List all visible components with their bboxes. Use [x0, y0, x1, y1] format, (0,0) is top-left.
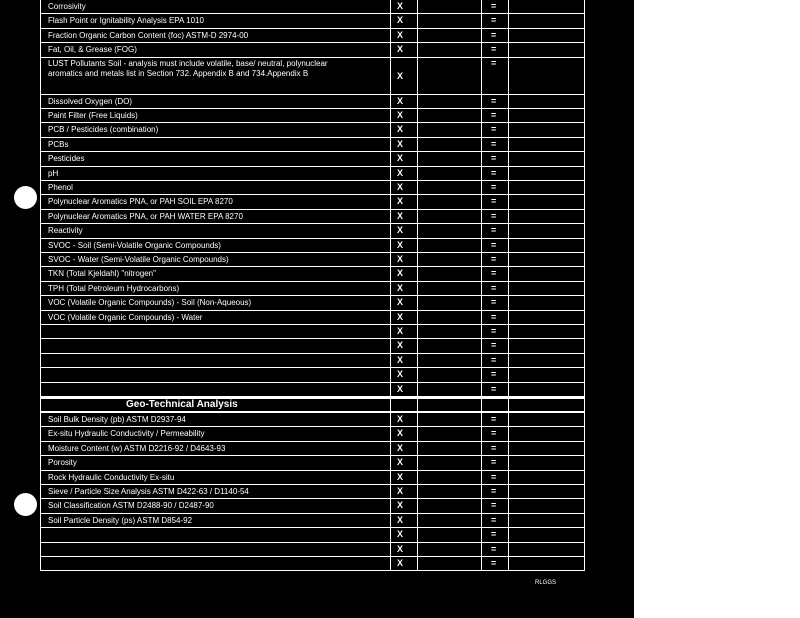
analysis-label: LUST Pollutants Soil - analysis must include volatile, base/ neutral, polynuclear aromatics and metals list in Section 732. Appendix B and 734.Appendix B — [48, 58, 328, 78]
equals-mark: = — [491, 500, 497, 511]
table-row — [40, 14, 585, 28]
table-row — [40, 109, 585, 123]
table-row — [40, 499, 585, 513]
x-mark: X — [397, 138, 404, 149]
analysis-label: SVOC - Water (Semi-Volatile Organic Compounds) — [48, 255, 229, 264]
equals-mark: = — [491, 153, 497, 164]
table-row — [40, 413, 585, 427]
binder-hole — [14, 493, 37, 516]
x-mark: X — [397, 428, 404, 439]
equals-mark: = — [491, 428, 497, 439]
table-row — [40, 514, 585, 528]
table-row — [40, 282, 585, 296]
analysis-label: pH — [48, 168, 59, 178]
equals-mark: = — [491, 196, 497, 207]
equals-mark: = — [491, 354, 497, 365]
analysis-label: Porosity — [48, 458, 77, 468]
x-mark: X — [397, 167, 404, 178]
table-row — [40, 29, 585, 43]
x-mark: X — [397, 110, 404, 120]
x-mark: X — [397, 311, 404, 322]
analysis-label: Soil Classification ASTM D2488-90 / D2487-90 — [48, 501, 214, 511]
x-mark: X — [397, 457, 404, 468]
table-row — [40, 0, 585, 14]
table-row — [40, 557, 585, 571]
x-mark: X — [397, 239, 404, 250]
analysis-label: TKN (Total Kjeldahl) "nitrogen" — [48, 269, 156, 279]
x-mark: X — [397, 486, 404, 496]
equals-mark: = — [491, 457, 497, 468]
equals-mark: = — [491, 543, 497, 554]
analysis-label: Rock Hydraulic Conductivity Ex-situ — [48, 472, 175, 482]
equals-mark: = — [491, 340, 497, 351]
equals-mark: = — [491, 311, 497, 322]
table-row — [40, 167, 585, 181]
x-mark: X — [397, 326, 404, 336]
analysis-label: Moisture Content (w) ASTM D2216-92 / D4643-93 — [48, 443, 226, 453]
equals-mark: = — [491, 15, 497, 26]
equals-mark: = — [491, 514, 497, 525]
x-mark: X — [397, 29, 404, 40]
analysis-label: Dissolved Oxygen (DO) — [48, 96, 133, 106]
table-row — [40, 456, 585, 470]
x-mark: X — [397, 543, 404, 554]
equals-mark: = — [491, 110, 497, 120]
table-row — [40, 368, 585, 382]
analysis-label: Reactivity — [48, 226, 83, 236]
analysis-label: Corrosivity — [48, 2, 86, 11]
analysis-label: Flash Point or Ignitability Analysis EPA 1010 — [48, 16, 204, 26]
table-row — [40, 138, 585, 152]
table-row — [40, 239, 585, 253]
table-row — [40, 528, 585, 542]
equals-mark: = — [491, 326, 497, 336]
equals-mark: = — [491, 29, 497, 40]
equals-mark: = — [491, 95, 497, 106]
x-mark: X — [397, 500, 404, 511]
x-mark: X — [397, 153, 404, 164]
section-title: Geo-Technical Analysis — [126, 399, 238, 410]
x-mark: X — [397, 70, 404, 81]
analysis-label: Fraction Organic Carbon Content (foc) ASTM-D 2974-00 — [48, 30, 249, 40]
geo-technical-header — [40, 397, 585, 413]
analysis-label: Paint Filter (Free Liquids) — [48, 111, 138, 120]
table-row — [40, 543, 585, 557]
x-mark: X — [397, 369, 404, 380]
x-mark: X — [397, 1, 404, 11]
x-mark: X — [397, 442, 404, 453]
x-mark: X — [397, 414, 404, 424]
table-row — [40, 43, 585, 57]
equals-mark: = — [491, 383, 497, 394]
analysis-label: Soil Bulk Density (pb) ASTM D2937-94 — [48, 415, 186, 424]
x-mark: X — [397, 182, 404, 192]
x-mark: X — [397, 383, 404, 394]
table-row — [40, 471, 585, 485]
x-mark: X — [397, 297, 404, 308]
x-mark: X — [397, 15, 404, 26]
analysis-label: Polynuclear Aromatics PNA, or PAH WATER EPA 8270 — [48, 211, 243, 221]
binder-hole — [14, 186, 37, 209]
x-mark: X — [397, 471, 404, 482]
x-mark: X — [397, 225, 404, 236]
table-row — [40, 253, 585, 267]
x-mark: X — [397, 282, 404, 293]
analysis-label: VOC (Volatile Organic Compounds) - Soil (Non-Aqueous) — [48, 298, 252, 308]
x-mark: X — [397, 268, 404, 279]
x-mark: X — [397, 124, 404, 135]
x-mark: X — [397, 529, 404, 540]
x-mark: X — [397, 210, 404, 221]
analysis-label: Fat, Oil, & Grease (FOG) — [48, 45, 137, 55]
equals-mark: = — [491, 529, 497, 540]
table-row — [40, 152, 585, 166]
equals-mark: = — [491, 268, 497, 279]
analysis-label: Pesticides — [48, 154, 85, 164]
table-row — [40, 442, 585, 456]
table-row — [40, 296, 585, 310]
equals-mark: = — [491, 124, 497, 135]
table-row — [40, 339, 585, 353]
analysis-label: PCB / Pesticides (combination) — [48, 125, 159, 135]
analysis-label: Soil Particle Density (ps) ASTM D854-92 — [48, 515, 193, 525]
equals-mark: = — [491, 1, 497, 11]
analysis-label: Sieve / Particle Size Analysis ASTM D422-63 / D1140-54 — [48, 487, 249, 496]
x-mark: X — [397, 44, 404, 55]
table-row — [40, 210, 585, 224]
table-row — [40, 354, 585, 368]
x-mark: X — [397, 354, 404, 365]
equals-mark: = — [491, 239, 497, 250]
equals-mark: = — [491, 486, 497, 496]
table-row — [40, 195, 585, 209]
equals-mark: = — [491, 182, 497, 192]
analysis-label: PCBs — [48, 139, 69, 149]
table-row — [40, 181, 585, 195]
equals-mark: = — [491, 282, 497, 293]
table-row — [40, 267, 585, 281]
analysis-label: TPH (Total Petroleum Hydrocarbons) — [48, 283, 180, 293]
equals-mark: = — [491, 297, 497, 308]
analysis-label: Phenol — [48, 183, 73, 192]
x-mark: X — [397, 196, 404, 207]
equals-mark: = — [491, 210, 497, 221]
table-row — [40, 311, 585, 325]
x-mark: X — [397, 254, 404, 264]
equals-mark: = — [491, 44, 497, 55]
table-row — [40, 427, 585, 441]
equals-mark: = — [491, 414, 497, 424]
analysis-label: Polynuclear Aromatics PNA, or PAH SOIL EPA 8270 — [48, 197, 233, 207]
equals-mark: = — [491, 225, 497, 236]
table-row — [40, 325, 585, 339]
equals-mark: = — [491, 471, 497, 482]
x-mark: X — [397, 340, 404, 351]
table-row — [40, 58, 585, 95]
x-mark: X — [397, 558, 404, 568]
x-mark: X — [397, 95, 404, 106]
analysis-label: Ex-situ Hydraulic Conductivity / Permeability — [48, 429, 205, 439]
equals-mark: = — [491, 558, 497, 568]
table-row — [40, 485, 585, 499]
equals-mark: = — [491, 138, 497, 149]
analysis-label: VOC (Volatile Organic Compounds) - Water — [48, 312, 203, 322]
page-footer-code: RLGGS — [535, 580, 557, 586]
equals-mark: = — [491, 442, 497, 453]
table-row — [40, 95, 585, 109]
analysis-label: SVOC - Soil (Semi-Volatile Organic Compounds) — [48, 240, 221, 250]
table-row — [40, 123, 585, 137]
x-mark: X — [397, 514, 404, 525]
table-row — [40, 224, 585, 238]
equals-mark: = — [491, 167, 497, 178]
equals-mark: = — [491, 254, 497, 264]
equals-mark: = — [491, 369, 497, 380]
table-row — [40, 383, 585, 397]
equals-mark: = — [491, 57, 497, 68]
